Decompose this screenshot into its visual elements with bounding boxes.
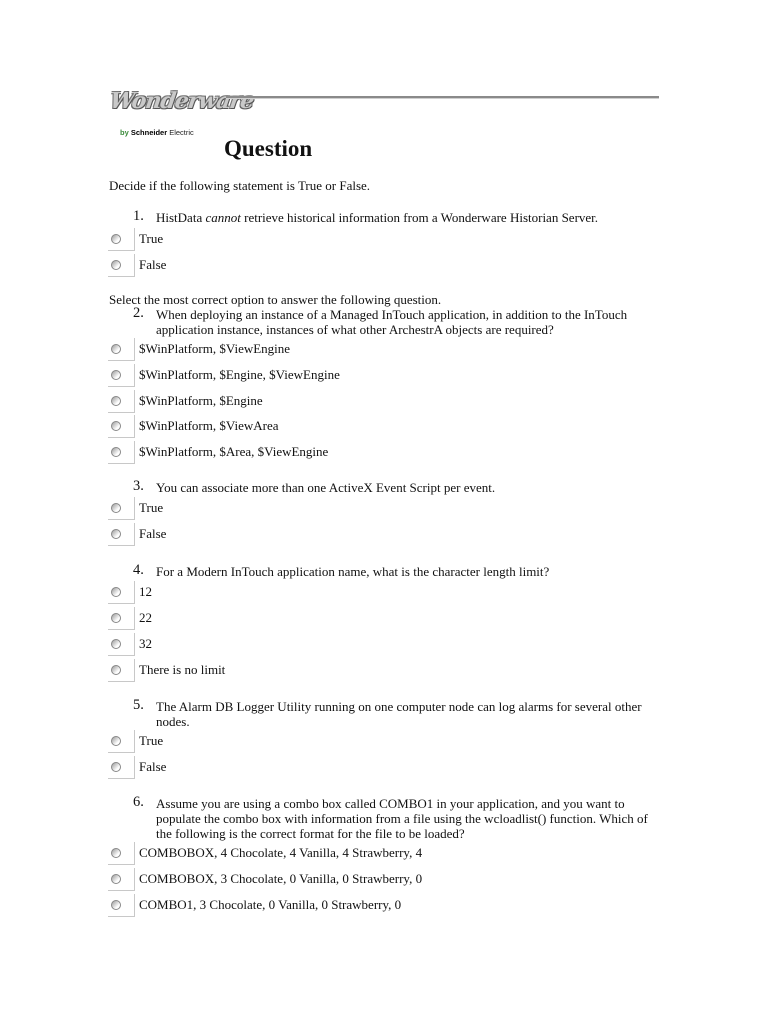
question-2-line-1: When deploying an instance of a Managed InTouch application, in addition to the InTouch [156,307,628,322]
q6-option-3-radio[interactable] [108,894,135,917]
radio-icon [111,396,121,406]
q1-option-2-label: False [139,257,167,272]
radio-icon [111,370,121,380]
q4-option-2-label: 22 [139,610,152,625]
radio-icon [111,762,121,772]
logo-wordmark: Wonderware [108,88,256,114]
radio-icon [111,736,121,746]
question-5-line-1: The Alarm DB Logger Utility running on one computer node can log alarms for several other [156,699,642,714]
wonderware-logo [108,88,256,144]
q2-option-2-radio[interactable] [108,364,135,387]
q2-option-5-label: $WinPlatform, $Area, $ViewEngine [139,444,329,459]
question-2-number: 2. [133,305,144,321]
radio-icon [111,344,121,354]
instruction-true-false: Decide if the following statement is True or False. [109,178,371,193]
q2-option-5-radio[interactable] [108,441,135,464]
logo-brand-2: Electric [169,128,194,137]
q5-option-2-label: False [139,759,167,774]
q2-option-2-label: $WinPlatform, $Engine, $ViewEngine [139,367,340,382]
q2-option-1-label: $WinPlatform, $ViewEngine [139,341,291,356]
q4-option-1-label: 12 [139,584,152,599]
page-title: Question [224,136,313,161]
question-2-line-2: application instance, instances of what other ArchestrA objects are required? [156,322,554,337]
question-6-line-3: the following is the correct format for the file to be loaded? [156,826,465,841]
instruction-most-correct: Select the most correct option to answer the following question. [109,292,442,307]
question-6-line-2: populate the combo box with information from a file using the wcloadlist() function. Which of [156,811,648,826]
q6-option-3-label: COMBO1, 3 Chocolate, 0 Vanilla, 0 Strawberry, 0 [139,897,402,912]
radio-icon [111,665,121,675]
radio-icon [111,503,121,513]
q2-option-3-label: $WinPlatform, $Engine [139,393,263,408]
question-4-number: 4. [133,562,144,578]
q6-option-1-radio[interactable] [108,842,135,865]
radio-icon [111,874,121,884]
radio-icon [111,613,121,623]
question-1-text-a: HistData [156,210,206,225]
q2-option-1-radio[interactable] [108,338,135,361]
question-1-number: 1. [133,208,144,224]
q4-option-3-radio[interactable] [108,633,135,656]
q2-option-3-radio[interactable] [108,390,135,413]
radio-icon [111,587,121,597]
q3-option-2-label: False [139,526,167,541]
question-1-text [156,210,598,225]
q1-option-2-radio[interactable] [108,254,135,277]
question-3-number: 3. [133,478,144,494]
radio-icon [111,234,121,244]
logo-by: by [120,128,129,137]
question-5-number: 5. [133,697,144,713]
logo-tagline [120,128,194,137]
q4-option-4-label: There is no limit [139,662,226,677]
q4-option-4-radio[interactable] [108,659,135,682]
q4-option-2-radio[interactable] [108,607,135,630]
header-rule [226,96,659,99]
q1-option-1-radio[interactable] [108,228,135,251]
radio-icon [111,529,121,539]
q3-option-1-label: True [139,500,164,515]
question-6-line-1: Assume you are using a combo box called COMBO1 in your application, and you want to [156,796,625,811]
radio-icon [111,421,121,431]
question-6-number: 6. [133,794,144,810]
q1-option-1-label: True [139,231,164,246]
q3-option-2-radio[interactable] [108,523,135,546]
question-4-line-1: For a Modern InTouch application name, what is the character length limit? [156,564,550,579]
q3-option-1-radio[interactable] [108,497,135,520]
question-1-text-emph: cannot [205,210,241,225]
q5-option-2-radio[interactable] [108,756,135,779]
q4-option-3-label: 32 [139,636,152,651]
logo-brand: Schneider [130,128,168,137]
q2-option-4-label: $WinPlatform, $ViewArea [139,418,279,433]
radio-icon [111,639,121,649]
radio-icon [111,447,121,457]
q6-option-2-radio[interactable] [108,868,135,891]
q4-option-1-radio[interactable] [108,581,135,604]
q6-option-1-label: COMBOBOX, 4 Chocolate, 4 Vanilla, 4 Strawberry, 4 [139,845,423,860]
radio-icon [111,900,121,910]
question-3-line-1: You can associate more than one ActiveX Event Script per event. [156,480,496,495]
q5-option-1-label: True [139,733,164,748]
q5-option-1-radio[interactable] [108,730,135,753]
radio-icon [111,260,121,270]
q2-option-4-radio[interactable] [108,415,135,438]
question-1-text-b: retrieve historical information from a Wonderware Historian Server. [240,210,599,225]
q6-option-2-label: COMBOBOX, 3 Chocolate, 0 Vanilla, 0 Strawberry, 0 [139,871,423,886]
radio-icon [111,848,121,858]
question-5-line-2: nodes. [156,714,190,729]
